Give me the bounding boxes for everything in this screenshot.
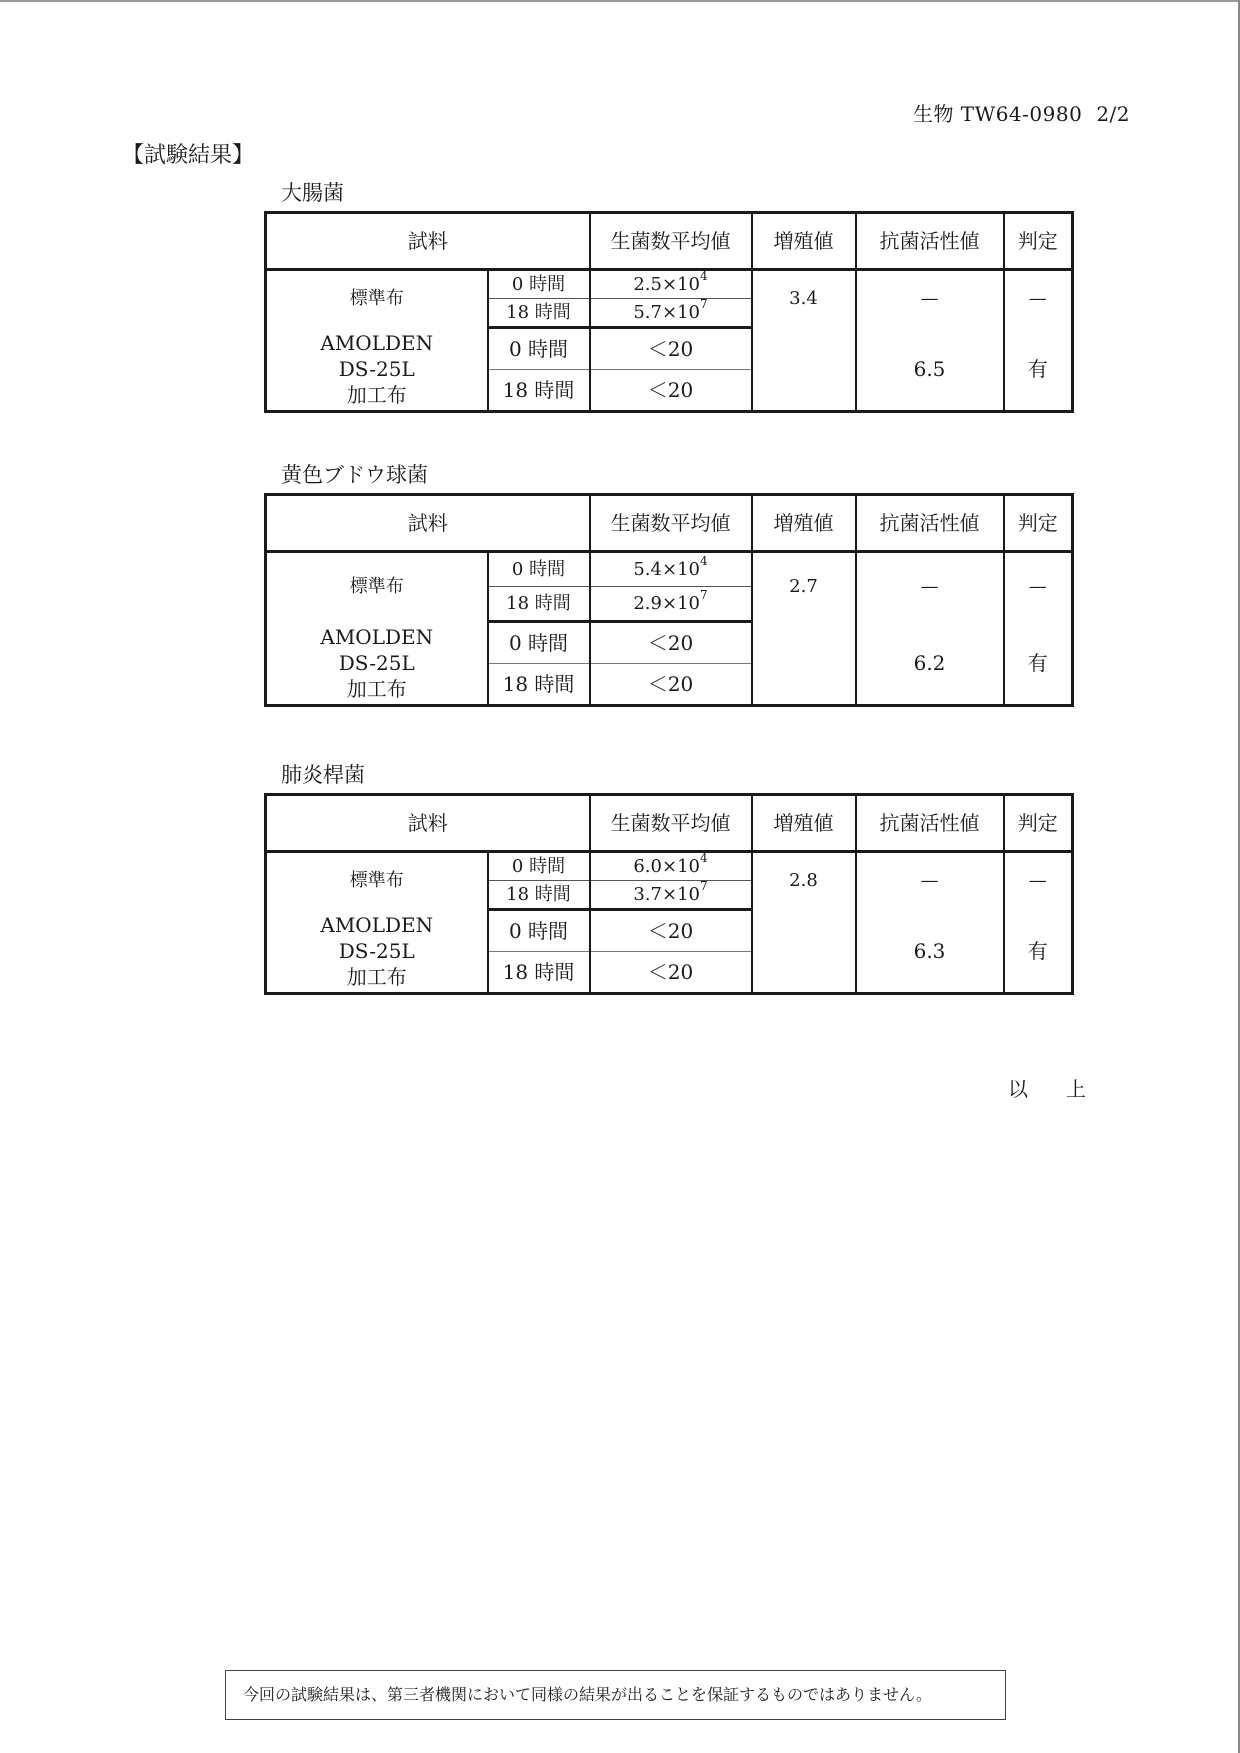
header-sample: 試料 xyxy=(266,495,590,552)
standard-cloth-label: 標準布 xyxy=(266,270,488,328)
proc-activity: 6.2 xyxy=(856,622,1004,706)
time-18h: 18 時間 xyxy=(488,881,590,910)
time-18h: 18 時間 xyxy=(488,299,590,328)
closing-char-2: 上 xyxy=(1066,1077,1086,1101)
time-0h: 0 時間 xyxy=(488,270,590,299)
viable-count-std-18h: $3.7\times 10^7$ xyxy=(590,881,752,910)
table-row xyxy=(266,552,1073,587)
viable-count-proc-18h: ＜20 xyxy=(590,952,752,994)
table-row xyxy=(266,270,1073,299)
viable-count-proc-0h: ＜20 xyxy=(590,622,752,664)
result-table xyxy=(264,211,1074,413)
std-judgment: — xyxy=(1004,270,1073,328)
table-row xyxy=(266,622,1073,664)
page-number: 2/2 xyxy=(1096,102,1130,126)
time-18h: 18 時間 xyxy=(488,952,590,994)
viable-count-proc-0h: ＜20 xyxy=(590,328,752,370)
header-activity: 抗菌活性値 xyxy=(856,213,1004,270)
header-activity: 抗菌活性値 xyxy=(856,495,1004,552)
time-0h: 0 時間 xyxy=(488,622,590,664)
std-activity: — xyxy=(856,270,1004,328)
viable-count-proc-18h: ＜20 xyxy=(590,370,752,412)
header-judgment: 判定 xyxy=(1004,495,1073,552)
table-row xyxy=(266,328,1073,370)
standard-cloth-label: 標準布 xyxy=(266,852,488,910)
organism-title: 肺炎桿菌 xyxy=(281,763,365,787)
growth-empty xyxy=(752,328,856,412)
viable-count-proc-18h: ＜20 xyxy=(590,664,752,706)
result-table xyxy=(264,793,1074,995)
time-18h: 18 時間 xyxy=(488,587,590,622)
document-id xyxy=(913,98,1130,127)
header-sample: 試料 xyxy=(266,213,590,270)
viable-count-std-18h: $2.9\times 10^7$ xyxy=(590,587,752,622)
result-block-k-pneumoniae xyxy=(264,762,1071,995)
std-activity: — xyxy=(856,552,1004,622)
table-header-row xyxy=(266,213,1073,270)
proc-activity: 6.5 xyxy=(856,328,1004,412)
organism-title: 黄色ブドウ球菌 xyxy=(281,463,428,487)
document-number: 生物 TW64-0980 xyxy=(912,102,1083,126)
organism-title: 大腸菌 xyxy=(281,181,344,205)
proc-activity: 6.3 xyxy=(856,910,1004,994)
closing-char-1: 以 xyxy=(1008,1077,1028,1101)
result-table xyxy=(264,493,1074,707)
viable-count-proc-0h: ＜20 xyxy=(590,910,752,952)
standard-cloth-label: 標準布 xyxy=(266,552,488,622)
time-0h: 0 時間 xyxy=(488,852,590,881)
result-block-s-aureus xyxy=(264,462,1071,707)
viable-count-std-18h: $5.7\times 10^7$ xyxy=(590,299,752,328)
header-viable-mean: 生菌数平均値 xyxy=(590,495,752,552)
header-judgment: 判定 xyxy=(1004,795,1073,852)
viable-count-std-0h: $6.0\times 10^4$ xyxy=(590,852,752,881)
time-0h: 0 時間 xyxy=(488,910,590,952)
header-viable-mean: 生菌数平均値 xyxy=(590,795,752,852)
closing-mark xyxy=(1008,1073,1086,1102)
header-judgment: 判定 xyxy=(1004,213,1073,270)
section-title: 【試験結果】 xyxy=(122,143,255,168)
table-row xyxy=(266,910,1073,952)
scan-edge-top xyxy=(0,0,1240,2)
time-0h: 0 時間 xyxy=(488,552,590,587)
viable-count-std-0h: $5.4\times 10^4$ xyxy=(590,552,752,587)
table-row xyxy=(266,852,1073,881)
time-18h: 18 時間 xyxy=(488,664,590,706)
header-sample: 試料 xyxy=(266,795,590,852)
std-judgment: — xyxy=(1004,552,1073,622)
header-growth: 増殖値 xyxy=(752,495,856,552)
growth-value: 2.8 xyxy=(752,852,856,910)
growth-value: 3.4 xyxy=(752,270,856,328)
processed-cloth-label: AMOLDEN DS-25L 加工布 xyxy=(266,910,488,994)
std-activity: — xyxy=(856,852,1004,910)
proc-judgment: 有 xyxy=(1004,910,1073,994)
table-header-row xyxy=(266,795,1073,852)
header-viable-mean: 生菌数平均値 xyxy=(590,213,752,270)
header-growth: 増殖値 xyxy=(752,795,856,852)
time-18h: 18 時間 xyxy=(488,370,590,412)
processed-cloth-label: AMOLDEN DS-25L 加工布 xyxy=(266,328,488,412)
time-0h: 0 時間 xyxy=(488,328,590,370)
header-growth: 増殖値 xyxy=(752,213,856,270)
table-header-row xyxy=(266,495,1073,552)
header-activity: 抗菌活性値 xyxy=(856,795,1004,852)
disclaimer-box: 今回の試験結果は、第三者機関において同様の結果が出ることを保証するものではありません。 xyxy=(225,1670,1006,1720)
processed-cloth-label: AMOLDEN DS-25L 加工布 xyxy=(266,622,488,706)
result-block-e-coli xyxy=(264,180,1071,413)
viable-count-std-0h: $2.5\times 10^4$ xyxy=(590,270,752,299)
growth-value: 2.7 xyxy=(752,552,856,622)
growth-empty xyxy=(752,910,856,994)
std-judgment: — xyxy=(1004,852,1073,910)
proc-judgment: 有 xyxy=(1004,328,1073,412)
growth-empty xyxy=(752,622,856,706)
proc-judgment: 有 xyxy=(1004,622,1073,706)
